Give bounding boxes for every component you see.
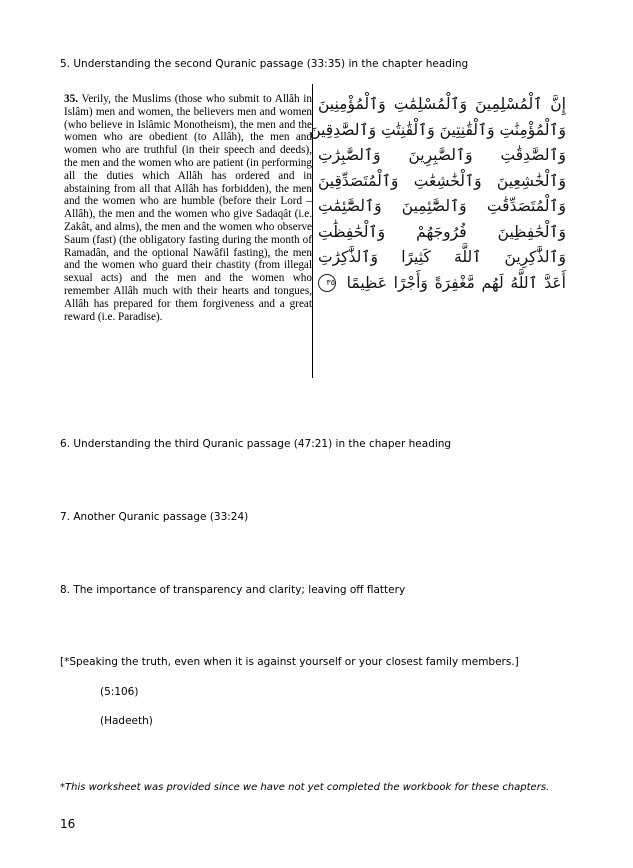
arabic-line-2: وَٱلْمُؤْمِنَٰتِ وَٱلْقَٰنِتِينَ وَٱلْقَٰنِتَٰتِ وَٱلصَّٰدِقِينَ — [309, 120, 566, 139]
arabic-line-3: وَٱلصَّٰدِقَٰتِ وَٱلصَّٰبِرِينَ وَٱلصَّٰبِرَٰتِ — [318, 146, 566, 164]
section-7-heading: 7. Another Quranic passage (33:24) — [60, 511, 249, 523]
section-5-heading: 5. Understanding the second Quranic passage (33:35) in the chapter heading — [60, 58, 469, 70]
section-6-heading: 6. Understanding the third Quranic passage (47:21) in the chaper heading — [60, 438, 452, 450]
arabic-line-4: وَٱلْخَٰشِعِينَ وَٱلْخَٰشِعَٰتِ وَٱلْمُتَصَدِّقِينَ — [318, 171, 566, 190]
ayah-end-marker: ٣٥ — [318, 274, 336, 292]
quran-reference: (5:106) — [100, 686, 139, 698]
page-number: 16 — [60, 817, 76, 831]
arabic-line-8-wrap — [318, 271, 566, 297]
arabic-line-8: أَعَدَّ ٱللَّهُ لَهُم مَّغْفِرَةً وَأَجْرًا عَظِيمًا — [346, 273, 566, 292]
arabic-verse — [309, 92, 566, 296]
hadeeth-reference: (Hadeeth) — [100, 715, 153, 727]
arabic-line-1: إِنَّ ٱلْمُسْلِمِينَ وَٱلْمُسْلِمَٰتِ وَٱلْمُؤْمِنِينَ — [318, 95, 566, 113]
section-8-heading: 8. The importance of transparency and clarity; leaving off flattery — [60, 584, 406, 596]
arabic-line-7: وَٱلذَّٰكِرِينَ ٱللَّهَ كَثِيرًا وَٱلذَّٰكِرَٰتِ — [318, 248, 566, 266]
verse-translation — [64, 93, 312, 323]
footnote: *This worksheet was provided since we have not yet completed the workbook for these chapters. — [60, 782, 550, 793]
truth-note: [*Speaking the truth, even when it is against yourself or your closest family members.] — [60, 656, 519, 668]
arabic-line-6: وَٱلْحَٰفِظِينَ فُرُوجَهُمْ وَٱلْحَٰفِظَٰتِ — [318, 222, 566, 241]
verse-text: Verily, the Muslims (those who submit to Allâh in Islâm) men and women, the believers men and women (who believe in Islâmic Monotheism), the men and the women who are obedient (to Allâh), the men and women who are truthful (in their speech and deeds), the men and the women who are patient (in performing all the duties which Allâh has ordered and in abstaining from all that Allâh has forbidden), the men and the women who are humble (before their Lord – Allâh), the men and the women who give Sadaqât (i.e. Zakât, and alms), the men and the women who observe Saum (fast) (the obligatory fasting during the month of Ramadân, and the optional Nawâfil fasting), the men and the women who guard their chastity (from illegal sexual acts) and the men and the women who remember Allâh much with their hearts and tongues, Allâh has prepared for them forgiveness and a great reward (i.e. Paradise). — [64, 93, 312, 323]
arabic-line-5: وَٱلْمُتَصَدِّقَٰتِ وَٱلصَّٰٓئِمِينَ وَٱلصَّٰٓئِمَٰتِ — [318, 197, 566, 215]
verse-number: 35. — [64, 93, 78, 105]
